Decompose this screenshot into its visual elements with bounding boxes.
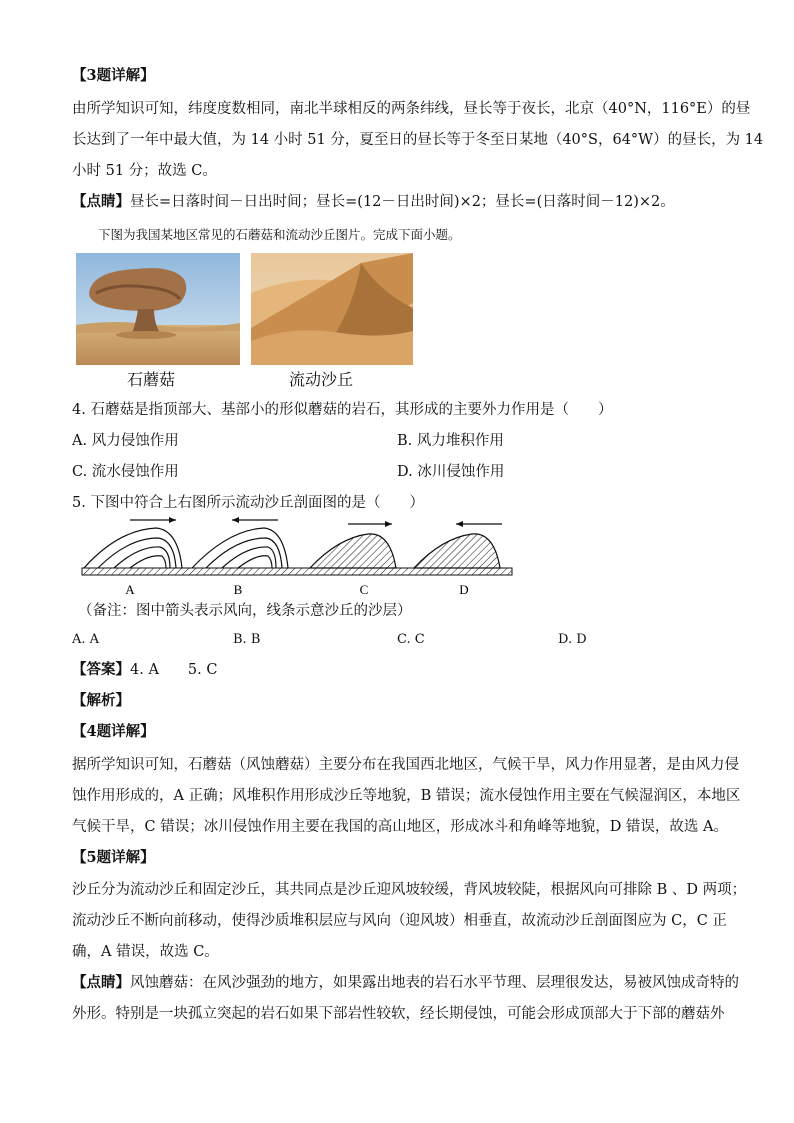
photo-caption: 石蘑菇 bbox=[127, 370, 176, 389]
q3-text-line: 小时 51 分；故选 C。 bbox=[72, 163, 217, 179]
ground-hatch bbox=[82, 568, 512, 575]
dune-profile-diagram bbox=[78, 516, 518, 600]
q5-option-b: B. B bbox=[233, 632, 261, 647]
q4-option-c: C. 流水侵蚀作用 bbox=[72, 464, 179, 480]
q4-option-b: B. 风力堆积作用 bbox=[397, 433, 504, 449]
q5-detail-heading: 【5题详解】 bbox=[72, 849, 155, 866]
tip2-line bbox=[72, 973, 739, 993]
mushroom-rock-photo bbox=[76, 253, 240, 365]
q3-text-line: 由所学知识可知，纬度度数相同，南北半球相反的两条纬线，昼长等于夜长，北京（40°N，116°E）的昼 bbox=[72, 101, 751, 117]
q4-stem: 4. 石蘑菇是指顶部大、基部小的形似蘑菇的岩石，其形成的主要外力作用是（ ） bbox=[72, 402, 613, 418]
q4-detail-heading: 【4题详解】 bbox=[72, 723, 155, 740]
q5-detail-line: 沙丘分为流动沙丘和固定沙丘，其共同点是沙丘迎风坡较缓，背风坡较陡，根据风向可排除 B 、D 两项； bbox=[72, 882, 747, 898]
answer-line bbox=[72, 660, 217, 680]
q5-option-d: D. D bbox=[558, 632, 587, 647]
tip2-second: 外形。特别是一块孤立突起的岩石如果下部岩性较软，经长期侵蚀，可能会形成顶部大于下部的蘑菇外 bbox=[72, 1006, 725, 1022]
analysis-label: 【解析】 bbox=[72, 692, 130, 709]
dune-a bbox=[84, 517, 182, 568]
q4-option-a: A. 风力侵蚀作用 bbox=[72, 433, 179, 449]
intro-text: 下图为我国某地区常见的石蘑菇和流动沙丘图片。完成下面小题。 bbox=[98, 227, 461, 242]
figure-label-b: B bbox=[233, 582, 243, 597]
tip-text: 昼长=日落时间－日出时间；昼长=(12－日出时间)×2；昼长=(日落时间－12)×2。 bbox=[130, 194, 675, 210]
dune-d bbox=[414, 521, 502, 568]
q5-option-a: A. A bbox=[72, 632, 100, 647]
q3-heading: 【3题详解】 bbox=[72, 67, 155, 84]
q5-detail-line: 流动沙丘不断向前移动，使得沙质堆积层应与风向（迎风坡）相垂直，故流动沙丘剖面图应为 C，C 正 bbox=[72, 913, 727, 929]
figure-label-a: A bbox=[125, 582, 135, 597]
q3-tip bbox=[72, 192, 675, 212]
figure-label-d: D bbox=[459, 582, 469, 597]
dune-b bbox=[192, 517, 288, 568]
q5-note: （备注：图中箭头表示风向，线条示意沙丘的沙层） bbox=[78, 603, 412, 619]
tip-label: 【点睛】 bbox=[72, 193, 130, 210]
sand-dune-photo bbox=[251, 253, 413, 365]
tip2-label: 【点睛】 bbox=[72, 974, 130, 991]
q3-text-line: 长达到了一年中最大值，为 14 小时 51 分，夏至日的昼长等于冬至日某地（40°S，64°W）的昼长，为 14 bbox=[72, 132, 764, 148]
dune-c bbox=[310, 521, 396, 568]
q4-detail-line: 气候干旱，C 错误；冰川侵蚀作用主要在我国的高山地区，形成冰斗和角峰等地貌，D 错误，故选 A。 bbox=[72, 819, 729, 835]
tip2-first: 风蚀蘑菇：在风沙强劲的地方，如果露出地表的岩石水平节理、层理很发达，易被风蚀成奇特的 bbox=[130, 975, 739, 991]
q4-option-d: D. 冰川侵蚀作用 bbox=[397, 464, 505, 480]
q4-detail-line: 据所学知识可知，石蘑菇（风蚀蘑菇）主要分布在我国西北地区，气候干旱，风力作用显著，是由风力侵 bbox=[72, 757, 739, 773]
answer-text: 4. A 5. C bbox=[130, 662, 218, 678]
photo-caption: 流动沙丘 bbox=[289, 370, 354, 389]
q5-option-c: C. C bbox=[397, 632, 425, 647]
answer-label: 【答案】 bbox=[72, 661, 130, 678]
q4-detail-line: 蚀作用形成的，A 正确；风堆积作用形成沙丘等地貌，B 错误；流水侵蚀作用主要在气候湿润区，本地区 bbox=[72, 788, 741, 804]
q5-detail-line: 确，A 错误，故选 C。 bbox=[72, 944, 219, 960]
figure-label-c: C bbox=[359, 582, 369, 597]
q5-stem: 5. 下图中符合上右图所示流动沙丘剖面图的是（ ） bbox=[72, 495, 424, 511]
